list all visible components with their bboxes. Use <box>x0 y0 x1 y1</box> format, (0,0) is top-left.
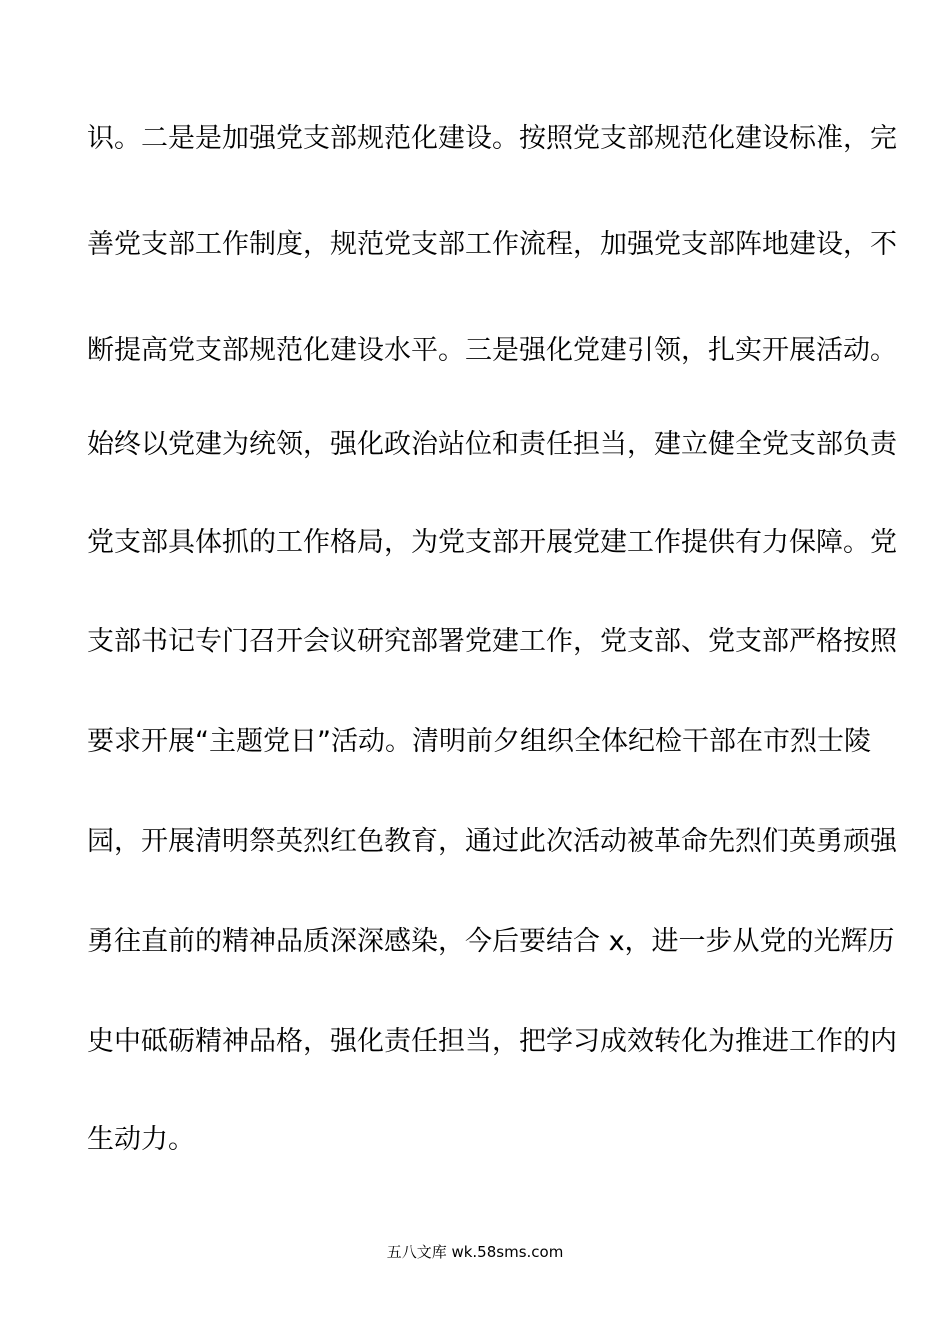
text-line: 史中砥砺精神品格，强化责任担当，把学习成效转化为推进工作的内 <box>87 1026 897 1057</box>
text-line: 识。二是是加强党支部规范化建设。按照党支部规范化建设标准，完 <box>87 123 897 154</box>
text-line: 善党支部工作制度，规范党支部工作流程，加强党支部阵地建设，不 <box>87 229 897 260</box>
text-line: 园，开展清明祭英烈红色教育，通过此次活动被革命先烈们英勇顽强 <box>87 826 897 857</box>
text-line: 始终以党建为统领，强化政治站位和责任担当，建立健全党支部负责 <box>87 429 897 460</box>
text-line: 断提高党支部规范化建设水平。三是强化党建引领，扎实开展活动。 <box>87 335 897 366</box>
text-line: 要求开展“主题党日”活动。清明前夕组织全体纪检干部在市烈士陵 <box>87 726 871 757</box>
footer-watermark: 五八文库 wk.58sms.com <box>386 1243 564 1261</box>
text-line: 支部书记专门召开会议研究部署党建工作，党支部、党支部严格按照 <box>87 626 897 657</box>
text-line: 生动力。 <box>87 1124 195 1155</box>
text-line: 勇往直前的精神品质深深感染，今后要结合 x，进一步从党的光辉历 <box>87 926 895 957</box>
text-line: 党支部具体抓的工作格局，为党支部开展党建工作提供有力保障。党 <box>87 527 897 558</box>
